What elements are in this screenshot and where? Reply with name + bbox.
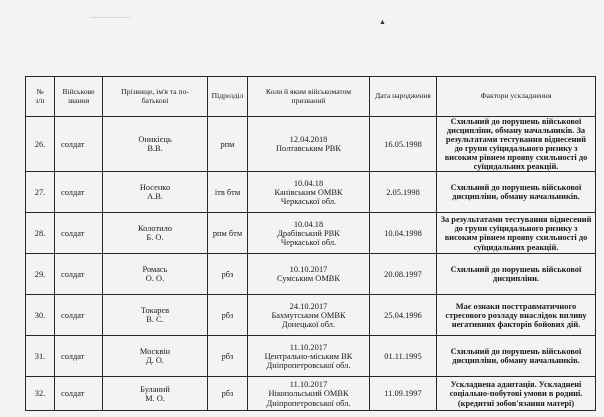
- table-row: [26, 295, 596, 336]
- cell-unit: рбз: [208, 295, 248, 336]
- cell-rank: солдат: [55, 117, 103, 172]
- cell-factors: За результатами тестування віднесений до групи суїцидального ризику з високим рівнем прояву схильності до суїцидальних реакцій.: [437, 213, 596, 254]
- cell-factors: Схильний до порушень військової дисципліни, обману начальників.: [437, 172, 596, 213]
- header-commissariat: Коли й яким військоматом призваний: [248, 77, 370, 117]
- table-row: [26, 336, 596, 377]
- cell-commissariat: 24.10.2017 Бахмутським ОМВК Донецької обл.: [248, 295, 370, 336]
- cell-commissariat: 10.04.18 Канівським ОМВК Черкаської обл.: [248, 172, 370, 213]
- cell-name: Колотило Б. О.: [103, 213, 208, 254]
- table-row: [26, 172, 596, 213]
- cell-commissariat: 11.10.2017 Нікопольський ОМВК Дніпропетровської обл.: [248, 377, 370, 411]
- cell-factors: Має ознаки посттравматичного стресового розладу внаслідок впливу негативних факторів бойових дій.: [437, 295, 596, 336]
- cell-name: Носенко А.В.: [103, 172, 208, 213]
- header-factors: Фактори ускладнення: [437, 77, 596, 117]
- cell-num: 30.: [26, 295, 55, 336]
- cell-name: Буланий М. О.: [103, 377, 208, 411]
- cell-unit: рбз: [208, 336, 248, 377]
- cell-unit: ітв бтм: [208, 172, 248, 213]
- scan-artifact: [90, 17, 130, 18]
- cell-commissariat: 11.10.2017 Центрально-міським ВК Дніпропетровської обл.: [248, 336, 370, 377]
- header-unit: Підрозділ: [208, 77, 248, 117]
- cell-num: 32.: [26, 377, 55, 411]
- table-row: [26, 377, 596, 411]
- cell-num: 31.: [26, 336, 55, 377]
- table-row: [26, 254, 596, 295]
- cell-unit: рбз: [208, 254, 248, 295]
- cell-factors: Ускладнена адаптація. Ускладнені соціально-побутові умови в родині. (кредитні зобов'язання матері): [437, 377, 596, 411]
- cell-num: 26.: [26, 117, 55, 172]
- cell-unit: рпм бтм: [208, 213, 248, 254]
- header-name: Прізвище, ім'я та по- батькові: [103, 77, 208, 117]
- table-header-row: [26, 77, 596, 117]
- cell-name: Ромась О. О.: [103, 254, 208, 295]
- cell-num: 28.: [26, 213, 55, 254]
- header-num: № з/п: [26, 77, 55, 117]
- cell-name: Москвін Д. О.: [103, 336, 208, 377]
- table-row: [26, 213, 596, 254]
- cell-birth-date: 2.05.1998: [370, 172, 437, 213]
- cell-rank: солдат: [55, 254, 103, 295]
- header-birth-date: Дата народження: [370, 77, 437, 117]
- cell-commissariat: 12.04.2018 Полтавським РВК: [248, 117, 370, 172]
- cell-num: 29.: [26, 254, 55, 295]
- cell-factors: Схильний до порушень військової дисципліни.: [437, 254, 596, 295]
- cell-num: 27.: [26, 172, 55, 213]
- cell-rank: солдат: [55, 336, 103, 377]
- cell-birth-date: 10.04.1998: [370, 213, 437, 254]
- cell-commissariat: 10.04.18 Драбівський РВК Черкаської обл.: [248, 213, 370, 254]
- header-rank: Військове звання: [55, 77, 103, 117]
- cell-name: Оникієць В.В.: [103, 117, 208, 172]
- page-mark: ▲: [379, 18, 386, 26]
- cell-rank: солдат: [55, 213, 103, 254]
- cell-rank: солдат: [55, 172, 103, 213]
- cell-factors: Схильний до порушень військової дисципліни, обману начальників.: [437, 336, 596, 377]
- cell-birth-date: 11.09.1997: [370, 377, 437, 411]
- cell-factors: Схильний до порушень військової дисципліни, обману начальників. За результатами тестування віднесений до групи суїцидального ризику з високим рівнем прояву схильності до суїцидальних реакцій.: [437, 117, 596, 172]
- cell-birth-date: 16.05.1998: [370, 117, 437, 172]
- cell-unit: рбз: [208, 377, 248, 411]
- cell-rank: солдат: [55, 377, 103, 411]
- cell-commissariat: 10.10.2017 Сумським ОМВК: [248, 254, 370, 295]
- cell-birth-date: 25.04.1996: [370, 295, 437, 336]
- cell-unit: рпм: [208, 117, 248, 172]
- cell-birth-date: 01.11.1995: [370, 336, 437, 377]
- cell-name: Токарєв В. С.: [103, 295, 208, 336]
- personnel-table: [25, 76, 596, 411]
- cell-birth-date: 20.08.1997: [370, 254, 437, 295]
- cell-rank: солдат: [55, 295, 103, 336]
- table-row: [26, 117, 596, 172]
